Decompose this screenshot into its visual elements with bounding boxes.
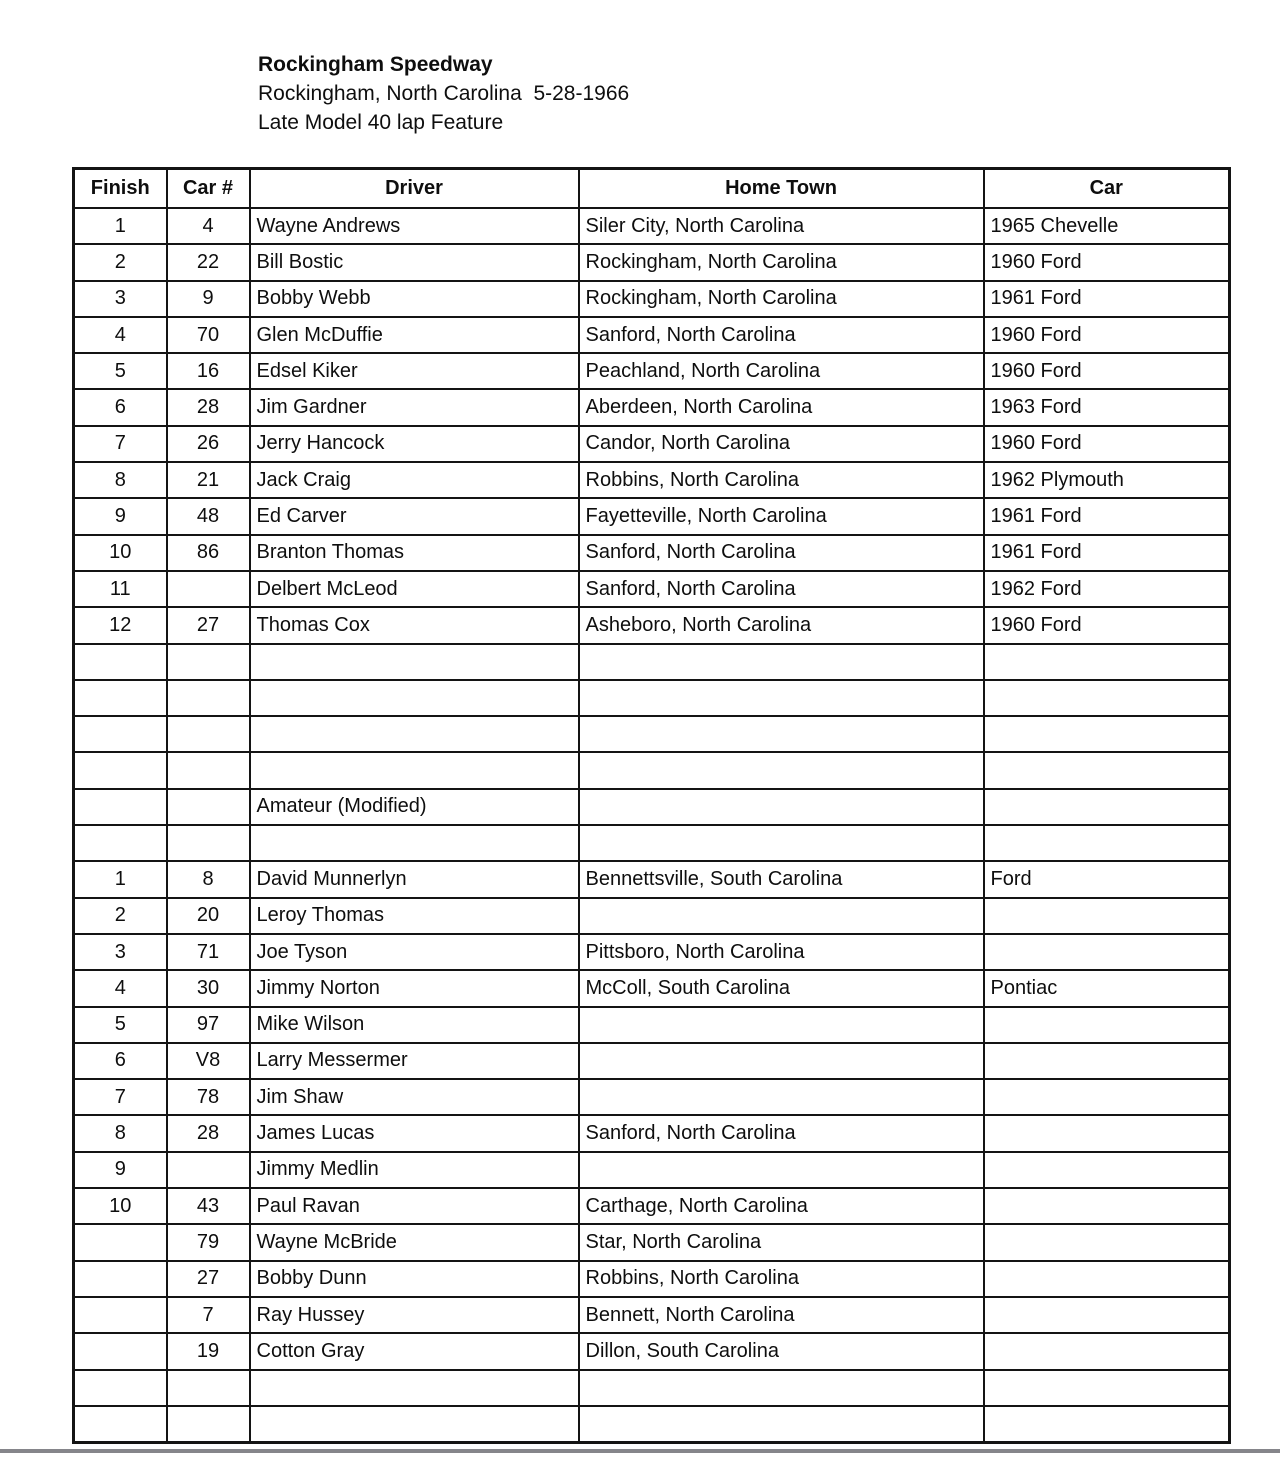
table-cell: Aberdeen, North Carolina xyxy=(579,389,984,425)
table-row xyxy=(74,1406,1230,1443)
table-row xyxy=(74,680,1230,716)
table-cell: Jimmy Medlin xyxy=(250,1152,579,1188)
location-date-line: Rockingham, North Carolina 5-28-1966 xyxy=(258,82,630,105)
table-cell: 10 xyxy=(74,535,167,571)
table-cell: Jim Shaw xyxy=(250,1079,579,1115)
results-table-body xyxy=(74,208,1230,1443)
table-cell: 1961 Ford xyxy=(984,535,1230,571)
table-cell xyxy=(579,825,984,861)
table-cell: 4 xyxy=(74,970,167,1006)
table-cell xyxy=(74,1297,167,1333)
table-row xyxy=(74,571,1230,607)
table-row xyxy=(74,934,1230,970)
table-cell xyxy=(167,789,250,825)
table-cell: 27 xyxy=(167,1261,250,1297)
table-cell: 1961 Ford xyxy=(984,498,1230,534)
table-row xyxy=(74,208,1230,244)
table-cell: Wayne McBride xyxy=(250,1224,579,1260)
table-cell: 11 xyxy=(74,571,167,607)
table-row xyxy=(74,498,1230,534)
table-cell: Joe Tyson xyxy=(250,934,579,970)
table-cell: Sanford, North Carolina xyxy=(579,317,984,353)
table-cell xyxy=(984,789,1230,825)
table-cell: Amateur (Modified) xyxy=(250,789,579,825)
table-cell: Robbins, North Carolina xyxy=(579,1261,984,1297)
table-cell: Ford xyxy=(984,861,1230,897)
table-cell: Pittsboro, North Carolina xyxy=(579,934,984,970)
table-cell: 22 xyxy=(167,244,250,280)
table-cell: 8 xyxy=(74,1115,167,1151)
table-cell xyxy=(579,1043,984,1079)
results-table-container xyxy=(72,167,1231,1444)
table-cell: Edsel Kiker xyxy=(250,353,579,389)
table-cell: 4 xyxy=(74,317,167,353)
table-cell: Asheboro, North Carolina xyxy=(579,607,984,643)
column-header-driver: Driver xyxy=(250,169,579,209)
table-cell: Glen McDuffie xyxy=(250,317,579,353)
table-cell xyxy=(167,1152,250,1188)
table-cell: 30 xyxy=(167,970,250,1006)
table-cell: 1960 Ford xyxy=(984,244,1230,280)
table-row xyxy=(74,244,1230,280)
table-cell xyxy=(167,825,250,861)
table-cell xyxy=(579,752,984,788)
table-cell xyxy=(167,680,250,716)
table-cell: 21 xyxy=(167,462,250,498)
table-cell: Peachland, North Carolina xyxy=(579,353,984,389)
table-cell xyxy=(74,1370,167,1406)
document-header xyxy=(258,50,629,137)
table-cell: Larry Messermer xyxy=(250,1043,579,1079)
table-cell xyxy=(984,1043,1230,1079)
table-cell: Dillon, South Carolina xyxy=(579,1333,984,1369)
table-row xyxy=(74,535,1230,571)
table-row xyxy=(74,1079,1230,1115)
table-row xyxy=(74,426,1230,462)
table-cell: Jimmy Norton xyxy=(250,970,579,1006)
table-cell xyxy=(984,1261,1230,1297)
table-cell xyxy=(74,1261,167,1297)
table-cell xyxy=(167,1370,250,1406)
table-cell: Star, North Carolina xyxy=(579,1224,984,1260)
table-cell: 48 xyxy=(167,498,250,534)
table-cell xyxy=(579,1007,984,1043)
table-cell xyxy=(984,825,1230,861)
table-cell: 43 xyxy=(167,1188,250,1224)
table-cell: Cotton Gray xyxy=(250,1333,579,1369)
table-cell xyxy=(579,1406,984,1443)
table-cell: 7 xyxy=(74,426,167,462)
table-cell xyxy=(579,1079,984,1115)
table-cell: Branton Thomas xyxy=(250,535,579,571)
table-cell: 28 xyxy=(167,389,250,425)
table-cell: Pontiac xyxy=(984,970,1230,1006)
table-cell: 4 xyxy=(167,208,250,244)
table-cell xyxy=(74,789,167,825)
table-row xyxy=(74,353,1230,389)
table-cell xyxy=(167,571,250,607)
table-cell: Ray Hussey xyxy=(250,1297,579,1333)
table-cell: Ed Carver xyxy=(250,498,579,534)
table-cell xyxy=(984,1007,1230,1043)
table-cell: Leroy Thomas xyxy=(250,898,579,934)
table-cell: 6 xyxy=(74,389,167,425)
table-cell: 1960 Ford xyxy=(984,607,1230,643)
table-cell: Bobby Webb xyxy=(250,281,579,317)
table-cell: 86 xyxy=(167,535,250,571)
table-cell: Candor, North Carolina xyxy=(579,426,984,462)
table-cell: 26 xyxy=(167,426,250,462)
table-cell: 78 xyxy=(167,1079,250,1115)
table-cell: Jim Gardner xyxy=(250,389,579,425)
table-cell xyxy=(167,716,250,752)
table-cell: V8 xyxy=(167,1043,250,1079)
table-row xyxy=(74,1297,1230,1333)
table-row xyxy=(74,317,1230,353)
table-cell: 7 xyxy=(74,1079,167,1115)
table-cell: Carthage, North Carolina xyxy=(579,1188,984,1224)
table-cell: 9 xyxy=(74,498,167,534)
table-cell: Wayne Andrews xyxy=(250,208,579,244)
table-cell xyxy=(984,1333,1230,1369)
table-header-row xyxy=(74,169,1230,209)
table-cell: Thomas Cox xyxy=(250,607,579,643)
table-cell xyxy=(579,898,984,934)
table-cell: 1963 Ford xyxy=(984,389,1230,425)
table-cell xyxy=(984,1188,1230,1224)
table-cell: 3 xyxy=(74,934,167,970)
table-cell: 1960 Ford xyxy=(984,353,1230,389)
table-row xyxy=(74,1115,1230,1151)
table-row xyxy=(74,825,1230,861)
table-cell xyxy=(250,644,579,680)
table-row xyxy=(74,970,1230,1006)
table-cell xyxy=(74,1224,167,1260)
table-cell: Rockingham, North Carolina xyxy=(579,281,984,317)
table-cell: Mike Wilson xyxy=(250,1007,579,1043)
table-cell: 6 xyxy=(74,1043,167,1079)
table-cell xyxy=(167,752,250,788)
table-row xyxy=(74,1224,1230,1260)
table-cell xyxy=(984,1115,1230,1151)
table-cell xyxy=(984,1370,1230,1406)
table-cell xyxy=(984,1297,1230,1333)
table-cell xyxy=(579,789,984,825)
table-cell: 97 xyxy=(167,1007,250,1043)
table-cell xyxy=(579,716,984,752)
table-cell: Delbert McLeod xyxy=(250,571,579,607)
table-row xyxy=(74,752,1230,788)
table-cell: 16 xyxy=(167,353,250,389)
table-cell: David Munnerlyn xyxy=(250,861,579,897)
table-row xyxy=(74,716,1230,752)
table-cell: 71 xyxy=(167,934,250,970)
table-cell xyxy=(167,644,250,680)
table-cell: Siler City, North Carolina xyxy=(579,208,984,244)
table-cell: Bobby Dunn xyxy=(250,1261,579,1297)
table-cell xyxy=(74,1406,167,1443)
table-cell: McColl, South Carolina xyxy=(579,970,984,1006)
table-cell: 8 xyxy=(74,462,167,498)
table-cell: 7 xyxy=(167,1297,250,1333)
table-row xyxy=(74,389,1230,425)
table-cell: 1962 Plymouth xyxy=(984,462,1230,498)
table-cell: Jerry Hancock xyxy=(250,426,579,462)
table-cell: 2 xyxy=(74,898,167,934)
table-cell xyxy=(74,825,167,861)
table-cell: 9 xyxy=(74,1152,167,1188)
table-cell: 20 xyxy=(167,898,250,934)
table-cell xyxy=(579,644,984,680)
table-cell xyxy=(984,716,1230,752)
table-cell: 28 xyxy=(167,1115,250,1151)
table-cell: Robbins, North Carolina xyxy=(579,462,984,498)
table-row xyxy=(74,898,1230,934)
table-cell xyxy=(250,716,579,752)
table-cell: 79 xyxy=(167,1224,250,1260)
table-cell: Rockingham, North Carolina xyxy=(579,244,984,280)
table-cell: 27 xyxy=(167,607,250,643)
table-cell xyxy=(984,644,1230,680)
table-cell: 1962 Ford xyxy=(984,571,1230,607)
table-cell xyxy=(984,1152,1230,1188)
column-header-home-town: Home Town xyxy=(579,169,984,209)
column-header-car-number: Car # xyxy=(167,169,250,209)
table-cell xyxy=(74,680,167,716)
page-bottom-rule xyxy=(0,1449,1280,1453)
table-cell xyxy=(74,752,167,788)
table-cell xyxy=(984,898,1230,934)
table-cell: 10 xyxy=(74,1188,167,1224)
table-cell: Sanford, North Carolina xyxy=(579,571,984,607)
page-title: Rockingham Speedway xyxy=(258,53,493,76)
table-cell: Fayetteville, North Carolina xyxy=(579,498,984,534)
table-cell: James Lucas xyxy=(250,1115,579,1151)
table-cell xyxy=(250,680,579,716)
table-row xyxy=(74,789,1230,825)
table-cell: 1965 Chevelle xyxy=(984,208,1230,244)
table-row xyxy=(74,1007,1230,1043)
table-cell xyxy=(984,1224,1230,1260)
table-cell: Sanford, North Carolina xyxy=(579,1115,984,1151)
table-cell: 1961 Ford xyxy=(984,281,1230,317)
table-cell: 1 xyxy=(74,861,167,897)
table-cell xyxy=(579,680,984,716)
table-cell: 5 xyxy=(74,353,167,389)
table-cell: 2 xyxy=(74,244,167,280)
table-row xyxy=(74,861,1230,897)
column-header-finish: Finish xyxy=(74,169,167,209)
table-cell: 9 xyxy=(167,281,250,317)
table-row xyxy=(74,1261,1230,1297)
table-cell xyxy=(984,1406,1230,1443)
table-cell: Paul Ravan xyxy=(250,1188,579,1224)
table-cell: 3 xyxy=(74,281,167,317)
table-cell xyxy=(250,825,579,861)
table-row xyxy=(74,1043,1230,1079)
table-cell: 1960 Ford xyxy=(984,426,1230,462)
table-row xyxy=(74,462,1230,498)
table-row xyxy=(74,1370,1230,1406)
table-cell xyxy=(984,1079,1230,1115)
table-cell: 8 xyxy=(167,861,250,897)
table-cell xyxy=(167,1406,250,1443)
table-cell: 1960 Ford xyxy=(984,317,1230,353)
table-row xyxy=(74,607,1230,643)
table-cell xyxy=(579,1370,984,1406)
table-row xyxy=(74,644,1230,680)
table-row xyxy=(74,1188,1230,1224)
column-header-car: Car xyxy=(984,169,1230,209)
event-line: Late Model 40 lap Feature xyxy=(258,111,504,134)
results-table xyxy=(72,167,1231,1444)
table-cell: Sanford, North Carolina xyxy=(579,535,984,571)
table-cell: 5 xyxy=(74,1007,167,1043)
table-cell xyxy=(250,1406,579,1443)
table-cell xyxy=(74,1333,167,1369)
table-cell: Bennett, North Carolina xyxy=(579,1297,984,1333)
table-cell xyxy=(250,752,579,788)
table-cell xyxy=(579,1152,984,1188)
table-cell: 12 xyxy=(74,607,167,643)
table-cell: Bennettsville, South Carolina xyxy=(579,861,984,897)
table-row xyxy=(74,1152,1230,1188)
table-cell xyxy=(984,934,1230,970)
table-row xyxy=(74,281,1230,317)
table-cell: 1 xyxy=(74,208,167,244)
table-cell: 70 xyxy=(167,317,250,353)
table-cell xyxy=(984,752,1230,788)
table-cell xyxy=(74,644,167,680)
table-cell xyxy=(984,680,1230,716)
table-cell xyxy=(250,1370,579,1406)
table-cell: 19 xyxy=(167,1333,250,1369)
table-cell: Jack Craig xyxy=(250,462,579,498)
table-cell: Bill Bostic xyxy=(250,244,579,280)
table-cell xyxy=(74,716,167,752)
table-row xyxy=(74,1333,1230,1369)
